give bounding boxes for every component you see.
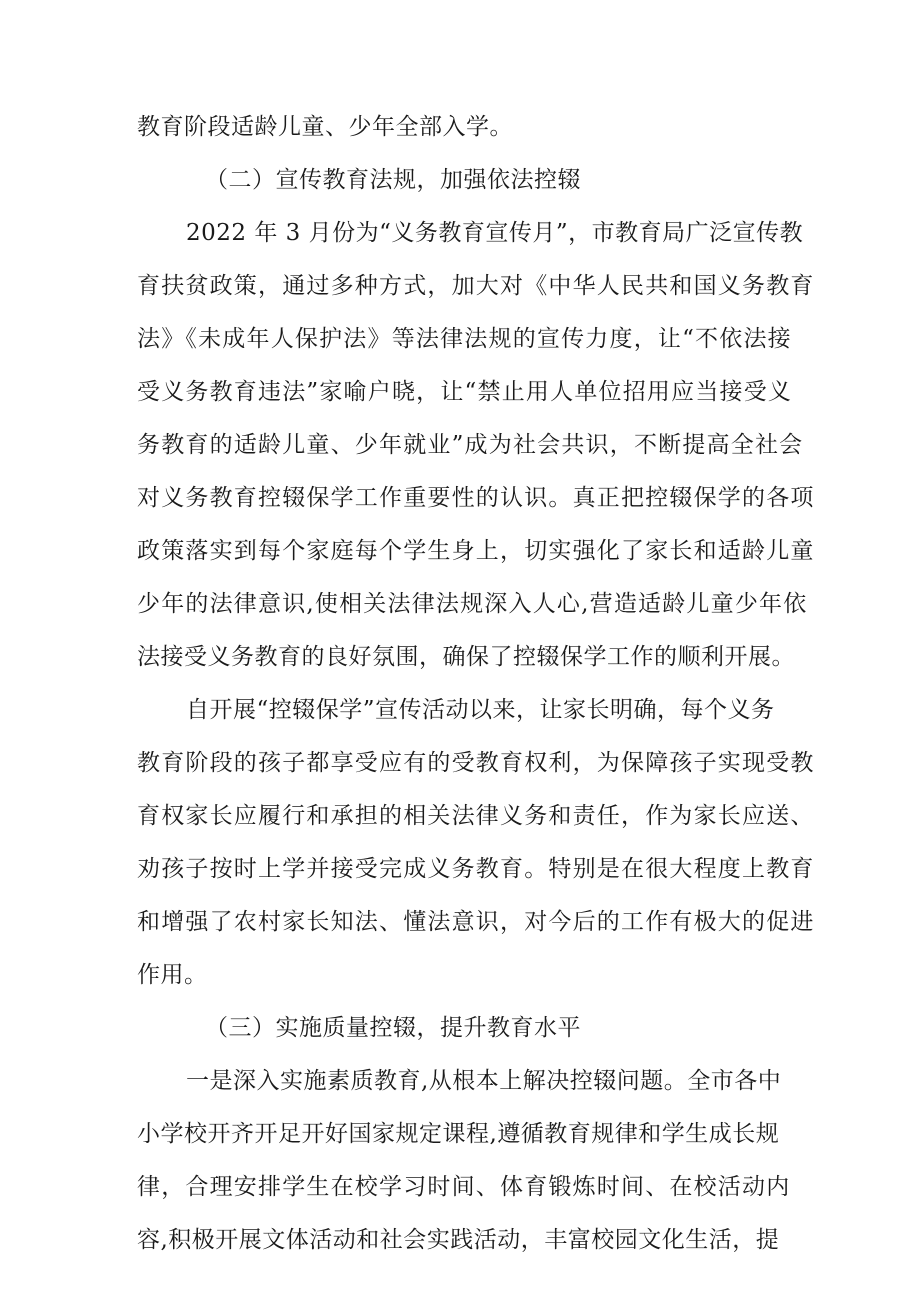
- paragraph-line: 自开展“控辍保学”宣传活动以来，让家长明确，每个义务: [186, 697, 775, 723]
- paragraph-line: 受义务教育违法”家喻户晓，让“禁止用人单位招用应当接受义: [137, 379, 793, 405]
- paragraph-line: 小学校开齐开足开好国家规定课程,遵循教育规律和学生成长规: [137, 1121, 780, 1147]
- section-heading: （二）宣传教育法规，加强依法控辍: [205, 167, 581, 193]
- paragraph-line: 育权家长应履行和承担的相关法律义务和责任，作为家长应送、: [137, 803, 815, 829]
- paragraph-line: 一是深入实施素质教育,从根本上解决控辍问题。全市各中: [186, 1068, 782, 1094]
- paragraph-line: 务教育的适龄儿童、少年就业”成为社会共识，不断提高全社会: [137, 432, 804, 458]
- paragraph-line: 2022 年 3 月份为“义务教育宣传月”，市教育局广泛宣传教: [186, 220, 804, 246]
- paragraph-line: 法》《未成年人保护法》等法律法规的宣传力度，让“不依法接: [137, 326, 792, 352]
- paragraph-line: 教育阶段的孩子都享受应有的受教育权利，为保障孩子实现受教: [137, 750, 815, 776]
- paragraph-line: 少年的法律意识,使相关法律法规深入人心,营造适龄儿童少年依: [137, 591, 808, 617]
- paragraph-line: 劝孩子按时上学并接受完成义务教育。特别是在很大程度上教育: [137, 856, 815, 882]
- paragraph-line: 律，合理安排学生在校学习时间、体育锻炼时间、在校活动内: [137, 1174, 791, 1200]
- paragraph-line: 法接受义务教育的良好氛围，确保了控辍保学工作的顺利开展。: [137, 644, 795, 670]
- paragraph-line: 容,积极开展文体活动和社会实践活动，丰富校园文化生活，提: [137, 1227, 780, 1253]
- text-line: 教育阶段适龄儿童、少年全部入学。: [137, 114, 513, 140]
- paragraph-line: 对义务教育控辍保学工作重要性的认识。真正把控辍保学的各项: [137, 485, 815, 511]
- paragraph-line: 和增强了农村家长知法、懂法意识，对今后的工作有极大的促进: [137, 909, 815, 935]
- paragraph-line: 育扶贫政策，通过多种方式，加大对《中华人民共和国义务教育: [137, 273, 815, 299]
- paragraph-line: 政策落实到每个家庭每个学生身上，切实强化了家长和适龄儿童: [137, 538, 815, 564]
- section-heading: （三）实施质量控辍，提升教育水平: [205, 1015, 581, 1041]
- paragraph-line: 作用。: [137, 962, 208, 988]
